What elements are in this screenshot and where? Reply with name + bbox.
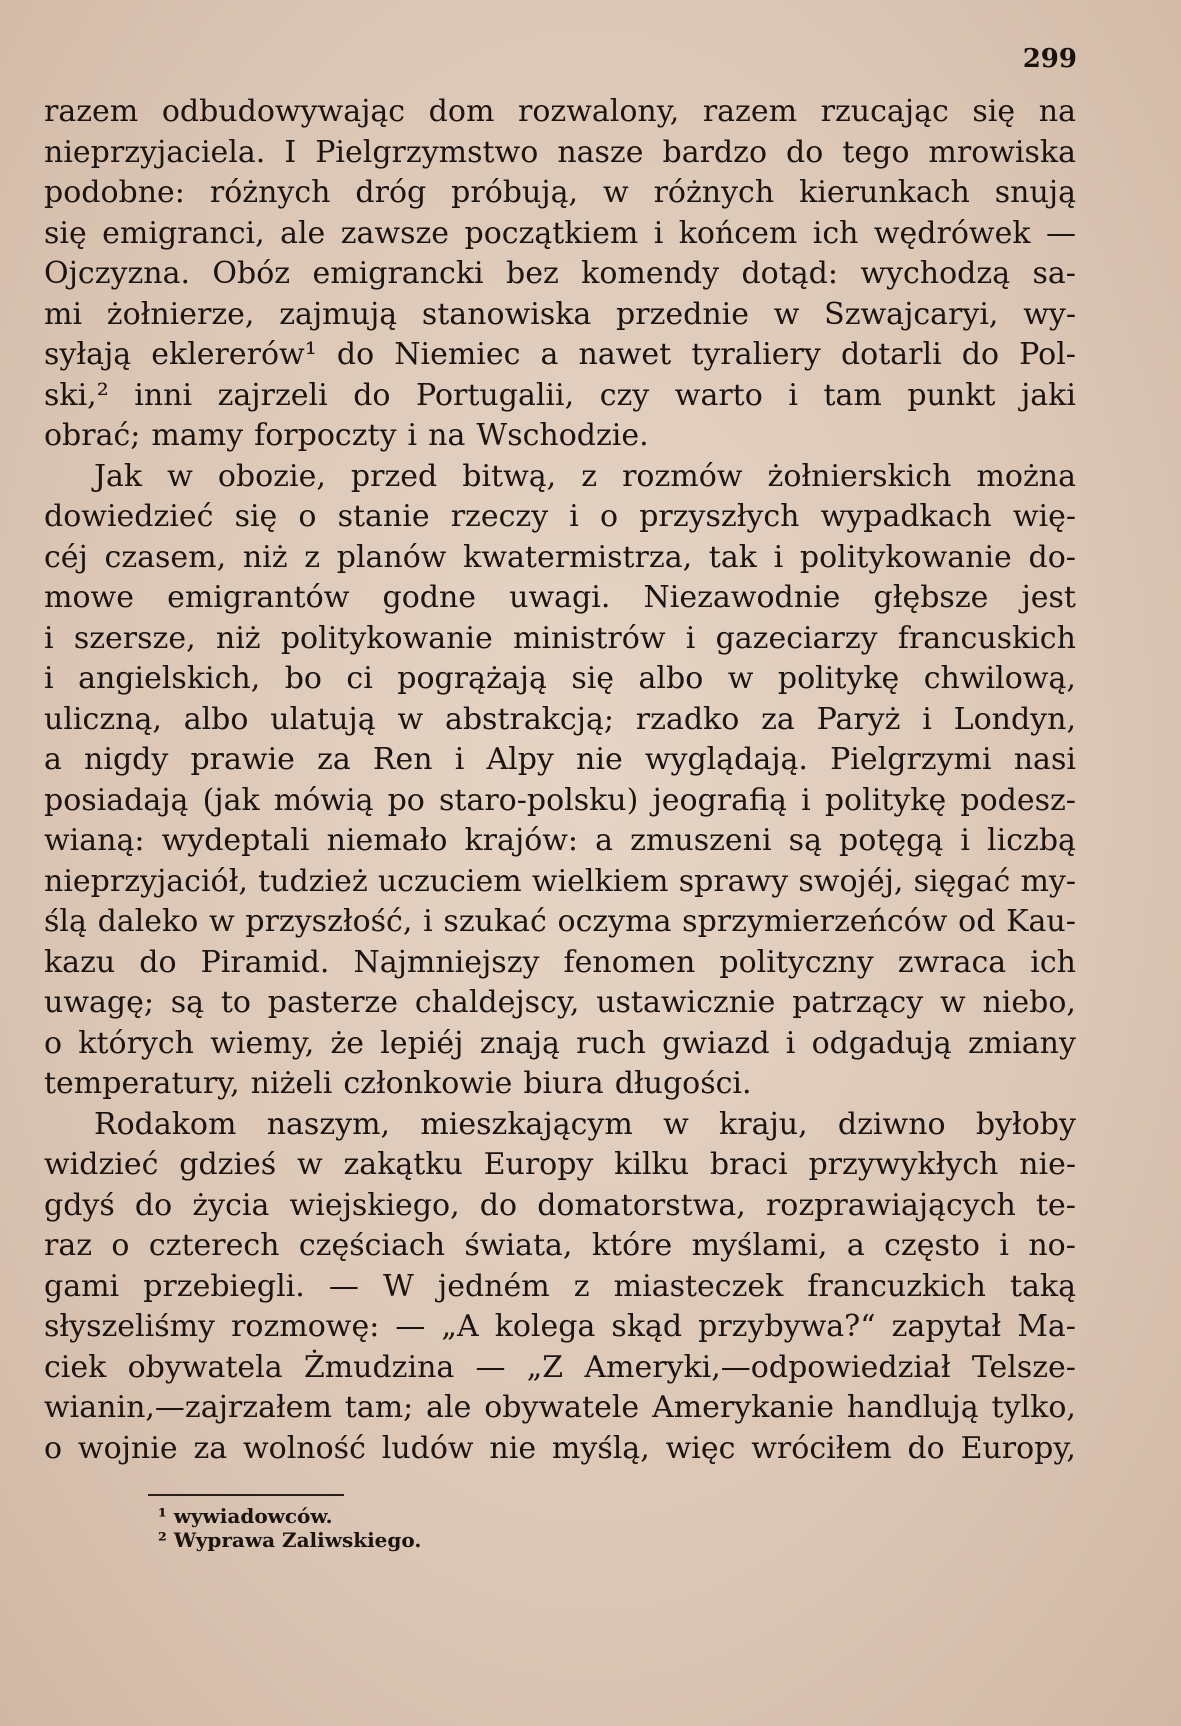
text-line: się emigranci, ale zawsze początkiem i końcem ich wędrówek — — [44, 215, 1076, 251]
text-line: céj czasem, niż z planów kwatermistrza, tak i politykowanie do- — [44, 539, 1076, 575]
footnote: ¹ wywiadowców. — [158, 1504, 333, 1528]
text-line: Jak w obozie, przed bitwą, z rozmów żołnierskich można — [94, 458, 1076, 494]
text-line: posiadają (jak mówią po staro-polsku) jeografią i politykę podesz- — [44, 782, 1076, 818]
text-line: uwagę; są to pasterze chaldejscy, ustawicznie patrzący w niebo, — [44, 985, 1076, 1020]
text-line: nieprzyjaciela. I Pielgrzymstwo nasze bardzo do tego mrowiska — [44, 134, 1076, 170]
text-line: podobne: różnych dróg próbują, w różnych kierunkach snują — [44, 175, 1076, 210]
text-line: syłają eklererów¹ do Niemiec a nawet tyraliery dotarli do Pol- — [44, 337, 1076, 372]
text-line: mi żołnierze, zajmują stanowiska przednie w Szwajcaryi, wy- — [44, 296, 1076, 332]
text-line: uliczną, albo ulatują w abstrakcją; rzadko za Paryż i Londyn, — [44, 701, 1076, 737]
text-line: mowe emigrantów godne uwagi. Niezawodnie głębsze jest — [44, 580, 1076, 615]
footnotes — [158, 1504, 421, 1552]
page-number: 299 — [1022, 44, 1077, 74]
text-line: ciek obywatela Żmudzina — „Z Ameryki,—odpowiedział Telsze- — [44, 1349, 1076, 1385]
text-line: kazu do Piramid. Najmniejszy fenomen polityczny zwraca ich — [44, 944, 1076, 980]
text-line: razem odbudowywając dom rozwalony, razem rzucając się na — [44, 94, 1076, 129]
text-line: Rodakom naszym, mieszkającym w kraju, dziwno byłoby — [94, 1106, 1076, 1142]
text-line: i angielskich, bo ci pogrążają się albo w politykę chwilową, — [44, 661, 1076, 696]
text-line: nieprzyjaciół, tudzież uczuciem wielkiem sprawy swojéj, sięgać my- — [44, 863, 1076, 899]
text-line: gami przebiegli. — W jedném z miasteczek francuzkich taką — [44, 1268, 1076, 1304]
text-line: wianą: wydeptali niemało krajów: a zmuszeni są potęgą i liczbą — [44, 823, 1076, 858]
text-line: a nigdy prawie za Ren i Alpy nie wyglądają. Pielgrzymi nasi — [44, 742, 1076, 777]
text-line: ślą daleko w przyszłość, i szukać oczyma sprzymierzeńców od Kau- — [44, 904, 1076, 939]
text-line: Ojczyzna. Obóz emigrancki bez komendy dotąd: wychodzą sa- — [44, 256, 1076, 291]
footnote: ² Wyprawa Zaliwskiego. — [158, 1528, 422, 1552]
text-line: o wojnie za wolność ludów nie myślą, więc wróciłem do Europy, — [44, 1430, 1076, 1466]
text-line: widzieć gdzieś w zakątku Europy kilku braci przywykłych nie- — [44, 1147, 1076, 1182]
footnote-divider — [148, 1494, 344, 1496]
text-line: temperatury, niżeli członkowie biura długości. — [44, 1066, 752, 1101]
text-line: gdyś do życia wiejskiego, do domatorstwa, rozprawiających te- — [44, 1187, 1076, 1223]
text-line: i szersze, niż politykowanie ministrów i gazeciarzy francuskich — [44, 620, 1076, 656]
text-line: obrać; mamy forpoczty i na Wschodzie. — [44, 418, 649, 453]
text-line: o których wiemy, że lepiéj znają ruch gwiazd i odgadują zmiany — [44, 1025, 1076, 1061]
text-line: dowiedzieć się o stanie rzeczy i o przyszłych wypadkach wię- — [44, 499, 1076, 534]
body-text — [44, 92, 1076, 1469]
text-line: raz o czterech częściach świata, które myślami, a często i no- — [44, 1228, 1076, 1263]
text-line: słyszeliśmy rozmowę: — „A kolega skąd przybywa?“ zapytał Ma- — [44, 1309, 1076, 1344]
text-line: wianin,—zajrzałem tam; ale obywatele Amerykanie handlują tylko, — [44, 1390, 1076, 1425]
text-line: ski,² inni zajrzeli do Portugalii, czy warto i tam punkt jaki — [44, 377, 1076, 413]
